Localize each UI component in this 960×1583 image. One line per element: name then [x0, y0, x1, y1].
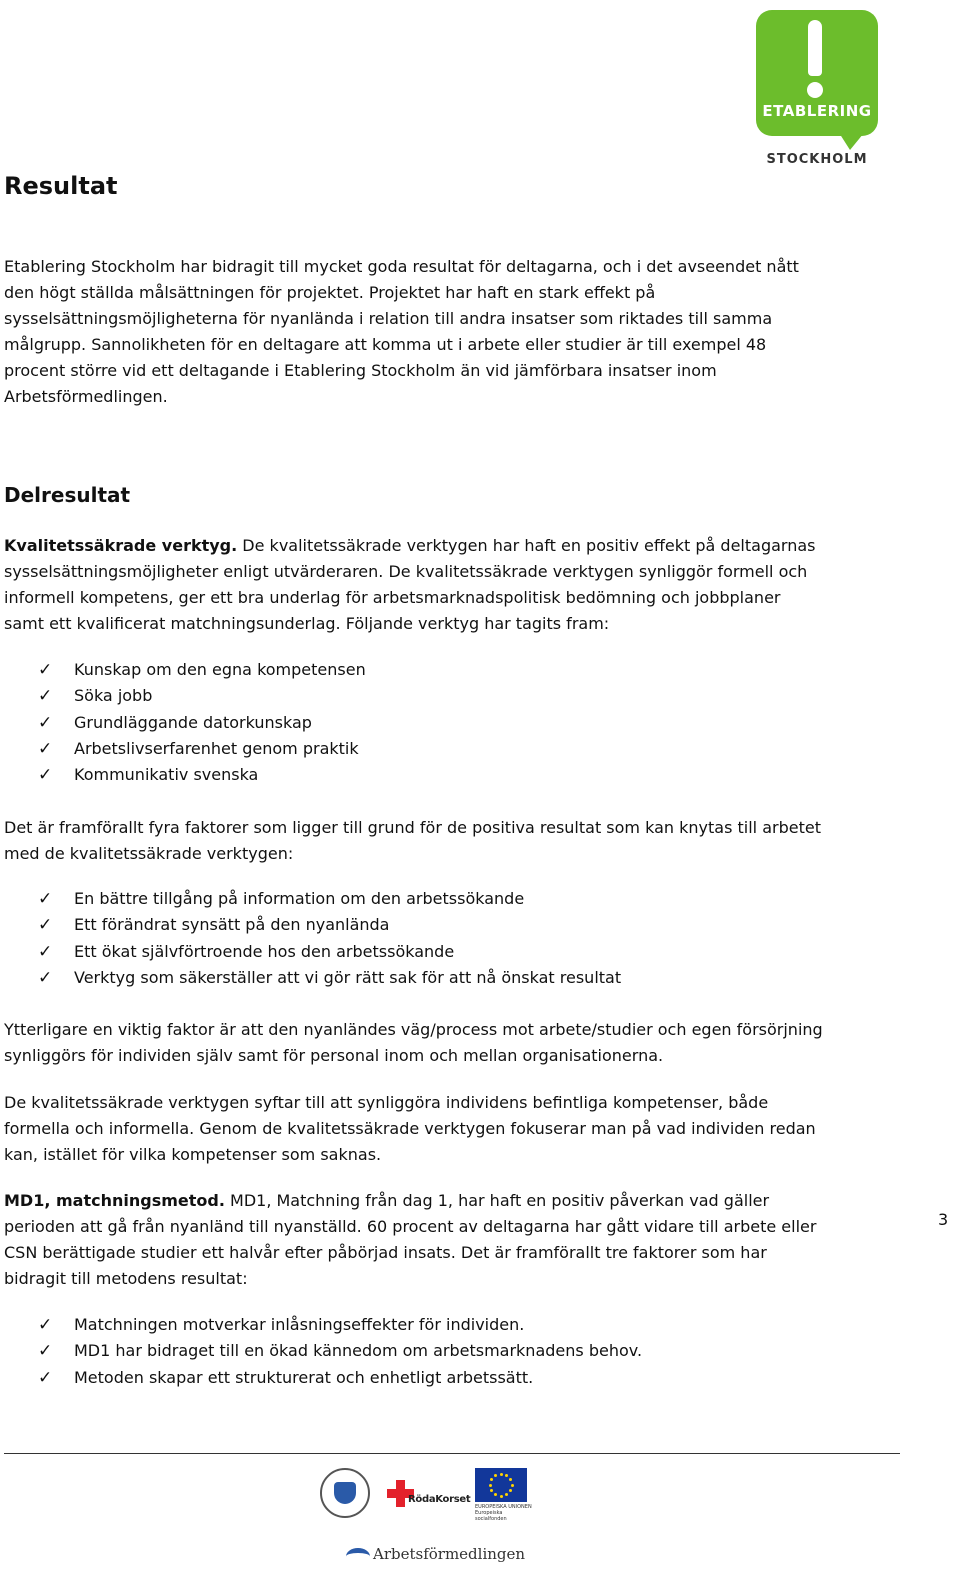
check-icon: ✓ — [38, 712, 53, 733]
eu-star-icon — [494, 1493, 497, 1496]
eu-flag-logo — [475, 1468, 527, 1502]
check-icon: ✓ — [38, 967, 53, 988]
md1-lead: MD1, matchningsmetod. — [4, 1191, 225, 1210]
exclamation-icon — [808, 20, 822, 76]
factors-list — [38, 886, 621, 991]
eu-star-icon — [509, 1489, 512, 1492]
list-item: ✓ Grundläggande datorkunskap — [38, 710, 366, 736]
page-number: 3 — [938, 1210, 949, 1229]
eu-star-icon — [490, 1478, 493, 1481]
eu-star-icon — [494, 1474, 497, 1477]
eu-star-icon — [489, 1484, 492, 1487]
subsection-title: Delresultat — [4, 483, 131, 507]
tools-lead: Kvalitetssäkrade verktyg. — [4, 536, 238, 555]
redcross-logo-text: RödaKorset — [408, 1494, 471, 1505]
tools-text: De kvalitetssäkrade verktygen har haft en positiv effekt på deltagarnas sysselsättningsmöjligheter enligt utvärderaren. De kvalitetssäkrade verktygen synliggör formell och informell kompetens, ger ett bra underlag för arbetsmarknadspolitisk bedömning och jobbplaner samt ett kvalificerat matchningsunderlag. Följande verktyg har tagits fram: — [4, 536, 816, 633]
check-icon: ✓ — [38, 941, 53, 962]
check-icon: ✓ — [38, 1367, 53, 1388]
eu-star-icon — [511, 1484, 514, 1487]
md1-text: MD1, Matchning från dag 1, har haft en positiv påverkan vad gäller perioden att gå från nyanländ till nyanställd. 60 procent av deltagarna har gått vidare till arbete eller CSN berättigade studier ett halvår efter påbörjad insats. Det är framförallt tre faktorer som har bidragit till metodens resultat: — [4, 1191, 817, 1288]
tools-paragraph — [4, 533, 824, 637]
eu-star-icon — [509, 1478, 512, 1481]
eu-star-icon — [490, 1489, 493, 1492]
eu-star-icon — [500, 1473, 503, 1476]
logo-word: ETABLERING — [762, 102, 872, 120]
md1-list — [38, 1312, 642, 1391]
purpose-paragraph: De kvalitetssäkrade verktygen syftar till att synliggöra individens befintliga kompetenser, både formella och informella. Genom de kvalitetssäkrade verktygen fokuserar man på vad individen redan kan, istället för vilka kompetenser som saknas. — [4, 1093, 816, 1164]
list-item: ✓ Söka jobb — [38, 683, 366, 709]
list-item: ✓ En bättre tillgång på information om den arbetssökande — [38, 886, 621, 912]
check-icon: ✓ — [38, 1341, 53, 1362]
list-item: ✓ Verktyg som säkerställer att vi gör rätt sak för att nå önskat resultat — [38, 965, 621, 991]
arbetsformedlingen-wave-icon — [346, 1548, 370, 1565]
further-paragraph: Ytterligare en viktig faktor är att den nyanländes väg/process mot arbete/studier och egen försörjning synliggörs för individen själv samt för personal inom och mellan organisationerna. — [4, 1020, 823, 1065]
check-icon: ✓ — [38, 889, 53, 909]
check-icon: ✓ — [38, 765, 53, 786]
list-item: ✓ Kunskap om den egna kompetensen — [38, 657, 366, 683]
factors-intro: Det är framförallt fyra faktorer som ligger till grund för de positiva resultat som kan knytas till arbetet med de kvalitetssäkrade verktygen: — [4, 818, 821, 863]
footer-divider — [4, 1453, 900, 1454]
eu-star-icon — [500, 1495, 503, 1498]
list-item: ✓ MD1 har bidraget till en ökad kännedom om arbetsmarknadens behov. — [38, 1338, 642, 1364]
tools-list — [38, 657, 366, 788]
check-icon: ✓ — [38, 1315, 53, 1335]
check-icon: ✓ — [38, 915, 53, 936]
stockholms-stad-seal-logo — [320, 1468, 370, 1518]
logo-city: STOCKHOLM — [766, 152, 868, 167]
check-icon: ✓ — [38, 686, 53, 707]
check-icon: ✓ — [38, 738, 53, 759]
shield-icon — [334, 1482, 356, 1504]
list-item: ✓ Kommunikativ svenska — [38, 762, 366, 788]
eu-star-icon — [505, 1493, 508, 1496]
list-item: ✓ Metoden skapar ett strukturerat och enhetligt arbetssätt. — [38, 1365, 642, 1391]
check-icon: ✓ — [38, 660, 53, 680]
section-title: Resultat — [4, 172, 118, 200]
list-item: ✓ Arbetslivserfarenhet genom praktik — [38, 736, 366, 762]
exclamation-dot — [807, 82, 823, 98]
list-item: ✓ Matchningen motverkar inlåsningseffekter för individen. — [38, 1312, 642, 1338]
list-item: ✓ Ett förändrat synsätt på den nyanlända — [38, 912, 621, 938]
eu-caption: EUROPEISKA UNIONEN Europeiska socialfonden — [475, 1504, 532, 1522]
arbetsformedlingen-logo-text: Arbetsförmedlingen — [373, 1545, 526, 1563]
speech-bubble-tail — [836, 128, 868, 150]
intro-paragraph: Etablering Stockholm har bidragit till mycket goda resultat för deltagarna, och i det avseendet nått den högt ställda målsättningen för projektet. Projektet har haft en stark effekt på sysselsättningsmöjligheterna för nyanlända i relation till andra insatser som riktades till samma målgrupp. Sannolikheten för en deltagare att komma ut i arbete eller studier är till exempel 48 procent större vid ett deltagande i Etablering Stockholm än vid jämförbara insatser inom Arbetsförmedlingen. — [4, 257, 799, 406]
eu-star-icon — [505, 1474, 508, 1477]
md1-paragraph — [4, 1188, 824, 1292]
etablering-stockholm-logo — [752, 10, 882, 170]
list-item: ✓ Ett ökat självförtroende hos den arbetssökande — [38, 939, 621, 965]
